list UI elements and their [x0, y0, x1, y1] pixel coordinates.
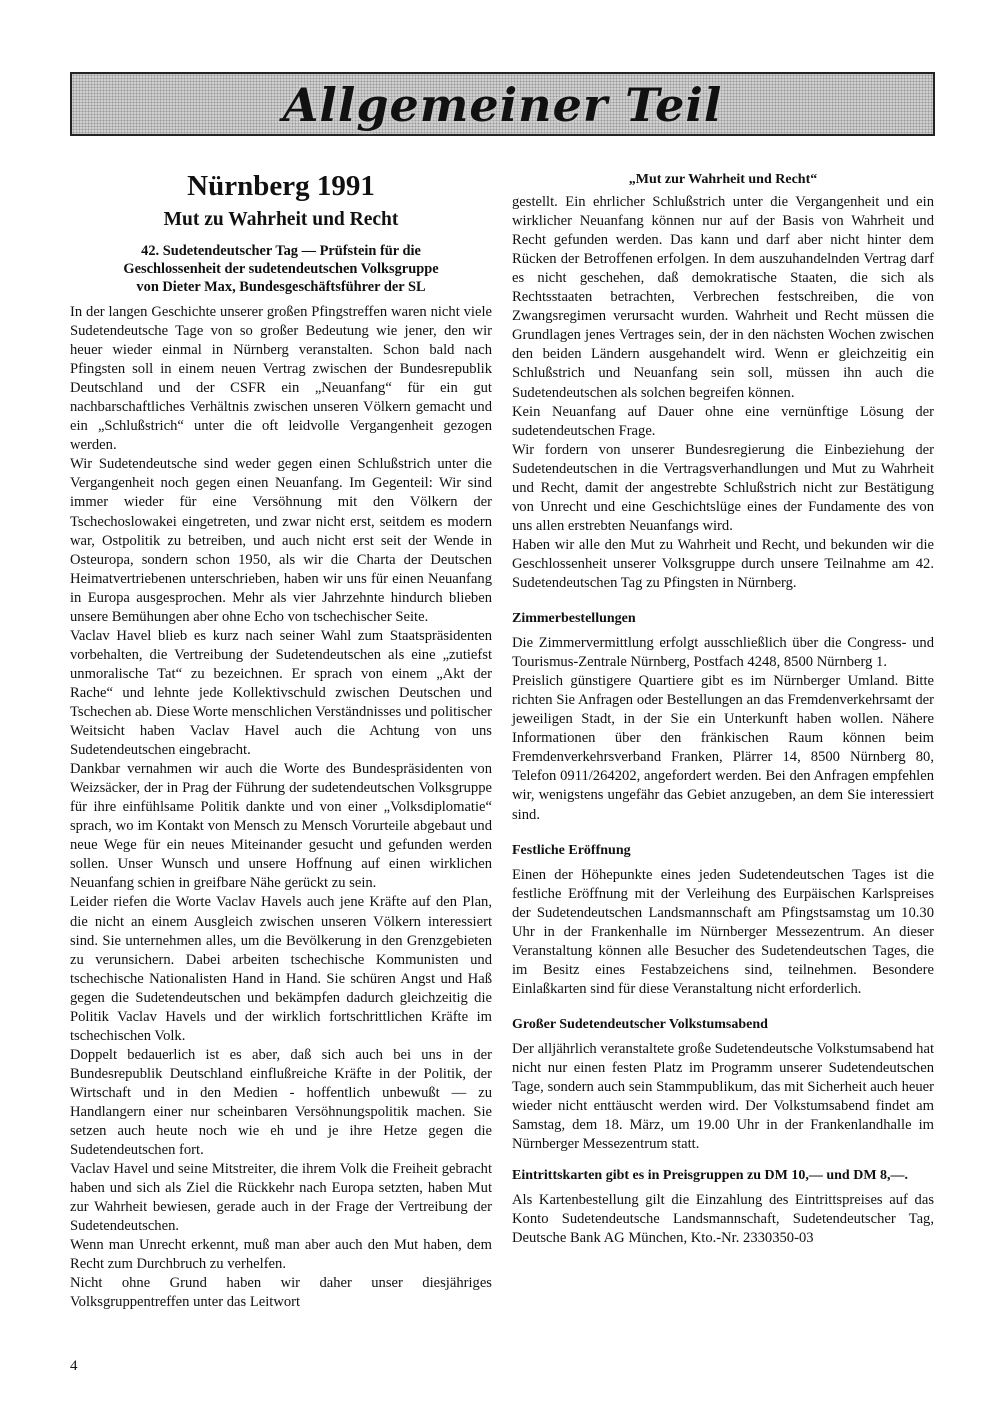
- body-paragraph: Als Kartenbestellung gilt die Einzahlung des Eintrittspreises auf das Konto Sudetendeutsche Landsmannschaft, Sudetendeutscher Tag, Deutsche Bank AG München, Kto.-Nr. 2330350-03: [512, 1192, 934, 1247]
- left-column: [70, 162, 492, 1312]
- body-paragraph: Vaclav Havel blieb es kurz nach seiner Wahl zum Staatspräsidenten vorbehalten, die Vertreibung der Sudetendeutschen als eine „zutiefst unmoralische Tat“ zu bezeichnen. Er sprach von einem „Akt der Rache“ und lehnte jede Kollektivschuld zwischen Deutschen und Tschechen ab. Diese Worte menschlichen Verständnisses und politischer Weitsicht haben Vaclav Havel auch die Achtung von uns Sudetendeutschen eingebracht.: [70, 627, 492, 759]
- page-number: 4: [70, 1358, 78, 1374]
- body-paragraph: Wenn man Unrecht erkennt, muß man aber auch den Mut haben, dem Recht zum Durchbruch zu verhelfen.: [70, 1237, 492, 1273]
- right-column: [512, 162, 934, 1248]
- banner-title: Allgemeiner Teil: [282, 78, 723, 132]
- section-heading-eroeffnung: Festliche Eröffnung: [512, 842, 631, 858]
- body-paragraph: In der langen Geschichte unserer großen Pfingstreffen waren nicht viele Sudetendeutsche Tage von so großer Bedeutung wie jener, den wir heuer wieder einmal in Nürnberg veranstalten. Schon bald nach Pfingsten soll in einem neuen Vertrag zwischen der Bundesrepublik Deutschland und der CSFR ein „Neuanfang“ für ein gut nachbarschaftliches Verhältnis zwischen unseren Völkern gemacht und ein „Schlußstrich“ unter die oft leidvolle Vergangenheit gezogen werden.: [70, 304, 492, 454]
- article-title: Nürnberg 1991: [187, 170, 375, 202]
- body-paragraph: Wir Sudetendeutsche sind weder gegen einen Schlußstrich unter die Vergangenheit noch gegen einen Neuanfang. Im Gegenteil: Wir sind immer wieder für eine Versöhnung mit den Völkern der Tschechoslowakei eingetreten, und zwar nicht erst, seitdem es modern war, Ostpolitik zu betreiben, und auch nicht erst seit der Wende in Osteuropa, sondern schon 1950, als wir die Charta der Deutschen Heimatvertriebenen unterschrieben, haben wir uns für einen Neuanfang in Europa ausgesprochen. Mehr als vier Jahrzehnte hindurch blieben unsere Bemühungen aber ohne Echo von tschechischer Seite.: [70, 456, 492, 625]
- article-subtitle: Mut zu Wahrheit und Recht: [163, 209, 399, 230]
- article-intro: [70, 242, 492, 296]
- body-paragraph: Einen der Höhepunkte eines jeden Sudetendeutschen Tages ist die festliche Eröffnung mit der Verleihung des Eurpäischen Karlspreises der Sudetendeutschen Landsmannschaft am Pfingstsamstag um 10.30 Uhr in der Frankenhalle im Nürnberger Messezentrum. An dieser Veranstaltung können alle Besucher des Sudetendeutschen Tages, die im Besitz eines Festabzeichens sind, teilnehmen. Besondere Einlaßkarten sind für diese Veranstaltung nicht erforderlich.: [512, 866, 934, 997]
- intro-line: 42. Sudetendeutscher Tag — Prüfstein für die: [141, 243, 421, 259]
- body-paragraph: Leider riefen die Worte Vaclav Havels auch jene Kräfte auf den Plan, die nicht an einem Ausgleich zwischen unseren Völkern interessiert sind. Sie unternehmen alles, um die Bevölkerung in den Grenzgebieten zu verunsichern. Dabei arbeiten tschechische Kommunisten und tschechische Nationalisten Hand in Hand. Sie schüren Angst und Haß gegen die Sudetendeutschen und bekämpfen dadurch gleichzeitig die Politik Vaclav Havels und der wirklich fortschrittlichen Kräfte im tschechischen Volk.: [70, 894, 492, 1044]
- body-paragraph: Vaclav Havel und seine Mitstreiter, die ihrem Volk die Freiheit gebracht haben und sich als Ziel die Rückkehr nach Europa setzten, haben Mut zur Wahrheit bewiesen, gerade auch in der Frage der Vertreibung der Sudetendeutschen.: [70, 1161, 492, 1235]
- intro-line: von Dieter Max, Bundesgeschäftsführer der SL: [136, 279, 426, 295]
- body-paragraph: Die Zimmervermittlung erfolgt ausschließlich über die Congress- und Tourismus-Zentrale Nürnberg, Postfach 4248, 8500 Nürnberg 1.: [512, 635, 934, 671]
- body-paragraph: Der alljährlich veranstaltete große Sudetendeutsche Volkstumsabend hat nicht nur einen festen Platz im Programm unserer Sudetendeutschen Tage, sondern auch sein Stammpublikum, das mit Sicherheit auch heuer wieder nicht enttäuscht werden wird. Der Volkstumsabend findet am Samstag, dem 18. März, um 19.00 Uhr in der Frankenlandhalle im Nürnberger Messezentrum statt.: [512, 1040, 934, 1153]
- section-heading-zimmer: Zimmerbestellungen: [512, 611, 636, 627]
- body-paragraph: Wir fordern von unserer Bundesregierung die Einbeziehung der Sudetendeutschen in die Vertragsverhandlungen und Mut zu Wahrheit und Recht, damit der angestrebte Schlußstrich nicht zur Bestätigung von Unrecht und eine Geschichtslüge eines der Fundamente des von uns allen erstrebten Neuanfangs wird.: [512, 441, 934, 534]
- intro-line: Geschlossenheit der sudetendeutschen Volksgruppe: [123, 261, 439, 277]
- section-heading-volkstum: Großer Sudetendeutscher Volkstumsabend: [512, 1016, 768, 1032]
- section-banner: [70, 72, 935, 136]
- body-paragraph: Kein Neuanfang auf Dauer ohne eine vernünftige Lösung der sudetendeutschen Frage.: [512, 403, 934, 439]
- section-heading-karten: Eintrittskarten gibt es in Preisgruppen zu DM 10,— und DM 8,—.: [512, 1168, 909, 1184]
- motto-heading: „Mut zur Wahrheit und Recht“: [628, 172, 818, 187]
- body-paragraph: Nicht ohne Grund haben wir daher unser diesjähriges Volksgruppentreffen unter das Leitwort: [70, 1275, 492, 1311]
- body-paragraph: Haben wir alle den Mut zu Wahrheit und Recht, und bekunden wir die Geschlossenheit unserer Volksgruppe durch unsere Teilnahme am 42. Sudetendeutschen Tag zu Pfingsten in Nürnberg.: [512, 536, 934, 591]
- body-paragraph: gestellt. Ein ehrlicher Schlußstrich unter die Vergangenheit und ein wirklicher Neuanfang können nur auf der Basis von Wahrheit und Recht gefunden werden. Das kann und darf aber nicht hinter dem Rücken der Betroffenen erfolgen. In dem auszuhandelnden Vertrag darf es nicht geschehen, daß demokratische Staaten, die sich als Rechtsstaaten betrachten, Verbrechen festschreiben, die von Zwangsregimen verursacht wurden. Wahrheit und Recht müssen die Grundlagen jenes Vertrages sein, der in den nächsten Wochen zwischen den beiden Ländern ausgehandelt wird. Wenn er gleichzeitig ein Schlußstrich und Neuanfang sein soll, müssen ihn auch die Sudetendeutschen als solchen begreifen können.: [512, 194, 934, 401]
- body-paragraph: Preislich günstigere Quartiere gibt es im Nürnberger Umland. Bitte richten Sie Anfragen oder Bestellungen an das Fremdenverkehrsamt der jeweiligen Stadt, in der Sie ein Unterkunft haben wollen. Nähere Informationen über den fränkischen Raum können beim Fremdenverkehrsverband Franken, Plärrer 14, 8500 Nürnberg 80, Telefon 0911/264202, angefordert werden. Bei den Anfragen empfehlen wir, wenigstens ungefähr das Gebiet anzugeben, an dem Sie interessiert sind.: [512, 673, 934, 823]
- body-paragraph: Dankbar vernahmen wir auch die Worte des Bundespräsidenten von Weizsäcker, der in Prag der Führung der sudetendeutschen Volksgruppe für ihre einfühlsame Politik dankte und von einer „Volksdiplomatie“ sprach, wo im Kontakt von Mensch zu Mensch Vorurteile abgebaut und neue Wege für ein neues Miteinander gesucht und gefunden werden sollen. Unser Wunsch und unsere Hoffnung auf einen wirklichen Neuanfang schien in greifbare Nähe gerückt zu sein.: [70, 761, 492, 892]
- body-paragraph: Doppelt bedauerlich ist es aber, daß sich auch bei uns in der Bundesrepublik Deutschland einflußreiche Kräfte in der Politik, der Wirtschaft und in den Medien - hoffentlich unbewußt — zu Handlangern einer nur scheinbaren Versöhnungspolitik machen. Sie setzen auch heute noch wie eh und je ihre Hetze gegen die Sudetendeutschen fort.: [70, 1046, 492, 1159]
